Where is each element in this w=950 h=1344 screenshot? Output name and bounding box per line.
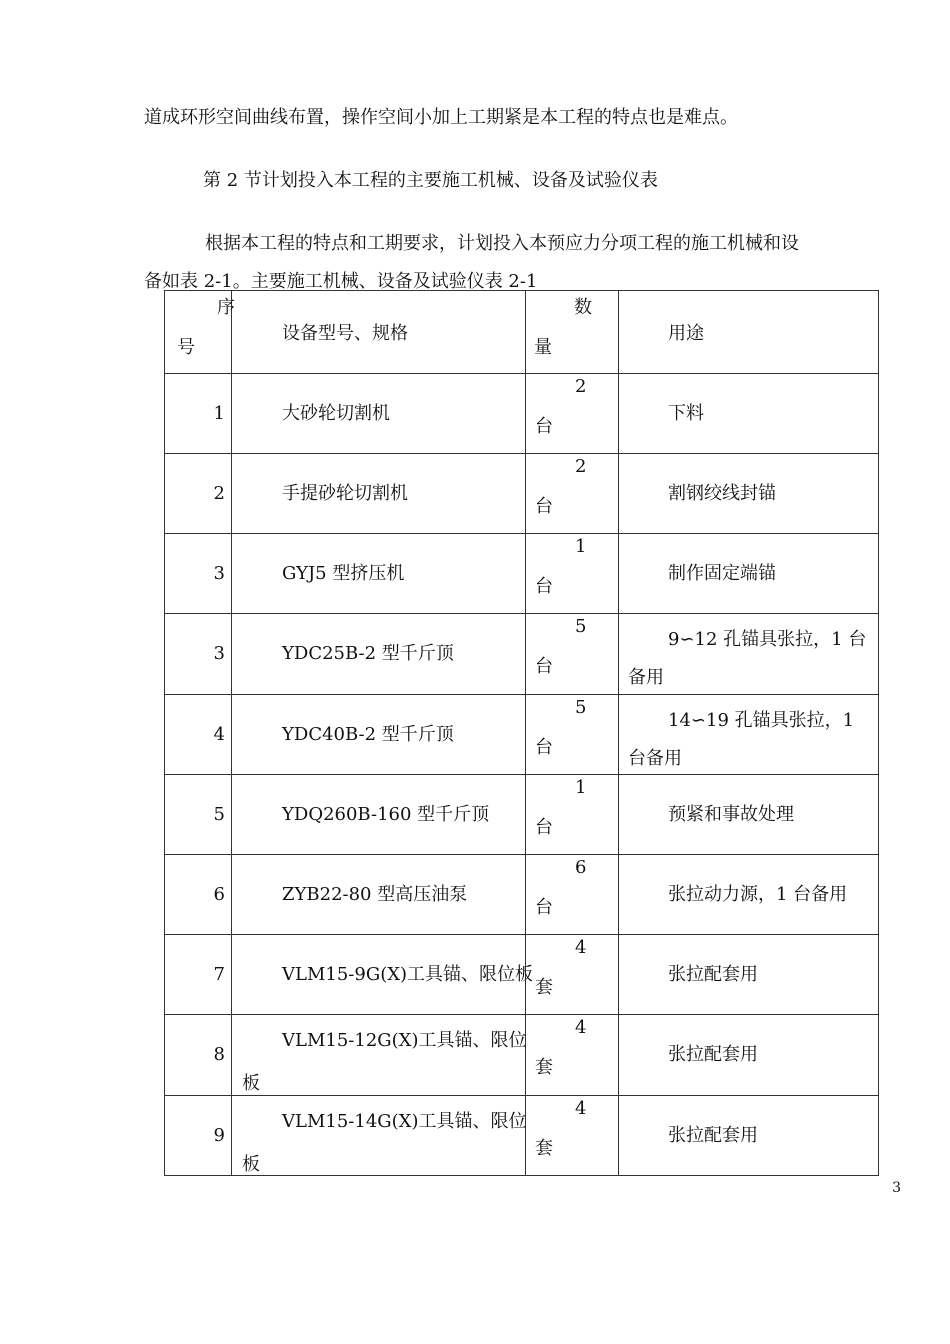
row-seq: 2 bbox=[213, 483, 225, 504]
row-qty-unit: 台 bbox=[535, 817, 553, 838]
usage-cell bbox=[619, 775, 879, 855]
row-usage: 张拉动力源，1 台备用 bbox=[668, 884, 848, 905]
seq-cell bbox=[165, 614, 232, 695]
usage-cell bbox=[619, 695, 879, 775]
row-usage: 下料 bbox=[668, 403, 704, 424]
row-model: YDC40B-2 型千斤顶 bbox=[282, 724, 454, 745]
row-model: GYJ5 型挤压机 bbox=[282, 563, 405, 584]
qty-cell bbox=[526, 1015, 619, 1096]
qty-cell bbox=[526, 374, 619, 454]
usage-cell bbox=[619, 374, 879, 454]
seq-cell bbox=[165, 935, 232, 1015]
row-usage: 制作固定端锚 bbox=[668, 563, 776, 584]
seq-cell bbox=[165, 855, 232, 935]
header-seq-cell bbox=[165, 291, 235, 374]
table-row bbox=[165, 855, 879, 935]
intro-line: 道成环形空间曲线布置，操作空间小加上工期紧是本工程的特点也是难点。 bbox=[144, 107, 738, 128]
row-qty-unit: 台 bbox=[535, 576, 553, 597]
model-cell bbox=[232, 614, 526, 695]
row-qty-number: 5 bbox=[575, 616, 587, 637]
row-qty-unit: 台 bbox=[535, 656, 553, 677]
table-row bbox=[165, 695, 879, 775]
row-model: 手提砂轮切割机 bbox=[282, 483, 408, 504]
row-usage: 张拉配套用 bbox=[668, 1044, 758, 1065]
qty-cell bbox=[526, 695, 619, 775]
row-qty-unit: 台 bbox=[535, 897, 553, 918]
table-row bbox=[165, 534, 879, 614]
row-model: VLM15-9G(X)工具锚、限位板 bbox=[282, 964, 534, 985]
seq-cell bbox=[165, 534, 232, 614]
table-row bbox=[165, 935, 879, 1015]
row-usage: 张拉配套用 bbox=[668, 964, 758, 985]
paragraph-line-2: 备如表 2-1。主要施工机械、设备及试验仪表 2-1 bbox=[144, 271, 538, 292]
qty-cell bbox=[526, 614, 619, 695]
header-qty-cell bbox=[526, 291, 619, 374]
row-model: ZYB22-80 型高压油泵 bbox=[282, 884, 468, 905]
row-qty-number: 4 bbox=[575, 1098, 587, 1119]
seq-cell bbox=[165, 695, 232, 775]
row-qty-number: 4 bbox=[575, 937, 587, 958]
usage-cell bbox=[619, 1096, 879, 1176]
model-cell bbox=[232, 695, 526, 775]
header-qty-top: 数 bbox=[574, 297, 592, 318]
usage-cell bbox=[619, 855, 879, 935]
qty-cell bbox=[526, 454, 619, 534]
row-qty-number: 2 bbox=[575, 376, 587, 397]
header-model-cell bbox=[232, 291, 526, 374]
header-qty-bottom: 量 bbox=[534, 337, 552, 358]
row-qty-number: 2 bbox=[575, 456, 587, 477]
model-cell bbox=[232, 775, 526, 855]
section-heading: 第 2 节计划投入本工程的主要施工机械、设备及试验仪表 bbox=[203, 170, 658, 191]
usage-cell bbox=[619, 454, 879, 534]
row-model-wrap: 板 bbox=[242, 1154, 260, 1175]
header-seq-bottom: 号 bbox=[177, 337, 195, 358]
row-seq: 7 bbox=[213, 964, 225, 985]
row-qty-unit: 套 bbox=[535, 1138, 553, 1159]
row-seq: 8 bbox=[213, 1044, 225, 1065]
model-cell bbox=[232, 855, 526, 935]
qty-cell bbox=[526, 1096, 619, 1176]
table-row bbox=[165, 454, 879, 534]
header-seq-top: 序 bbox=[217, 297, 235, 318]
row-usage: 割钢绞线封锚 bbox=[668, 483, 776, 504]
usage-cell bbox=[619, 614, 879, 695]
row-qty-unit: 套 bbox=[535, 977, 553, 998]
row-usage: 9∽12 孔锚具张拉，1 台 bbox=[668, 629, 867, 650]
row-model: YDC25B-2 型千斤顶 bbox=[282, 643, 454, 664]
seq-cell bbox=[165, 1015, 232, 1096]
row-qty-number: 1 bbox=[575, 536, 587, 557]
qty-cell bbox=[526, 534, 619, 614]
seq-cell bbox=[165, 1096, 232, 1176]
row-qty-unit: 台 bbox=[535, 737, 553, 758]
header-model: 设备型号、规格 bbox=[282, 323, 408, 344]
row-seq: 4 bbox=[213, 724, 225, 745]
table-row bbox=[165, 614, 879, 695]
row-usage: 张拉配套用 bbox=[668, 1125, 758, 1146]
row-usage: 14∽19 孔锚具张拉，1 bbox=[668, 710, 855, 731]
row-model: VLM15-14G(X)工具锚、限位 bbox=[282, 1111, 527, 1132]
row-qty-unit: 台 bbox=[535, 496, 553, 517]
row-usage-wrap: 备用 bbox=[628, 667, 664, 688]
model-cell bbox=[232, 1015, 526, 1096]
page-number: 3 bbox=[892, 1180, 901, 1196]
usage-cell bbox=[619, 1015, 879, 1096]
model-cell bbox=[232, 374, 526, 454]
qty-cell bbox=[526, 855, 619, 935]
row-seq: 1 bbox=[213, 403, 225, 424]
row-usage-wrap: 台备用 bbox=[628, 748, 682, 769]
header-usage: 用途 bbox=[668, 323, 704, 344]
row-qty-number: 5 bbox=[575, 697, 587, 718]
qty-cell bbox=[526, 775, 619, 855]
row-model-wrap: 板 bbox=[242, 1073, 260, 1094]
table-row bbox=[165, 775, 879, 855]
header-usage-cell bbox=[619, 291, 879, 374]
model-cell bbox=[232, 935, 534, 1015]
row-seq: 6 bbox=[213, 884, 225, 905]
model-cell bbox=[232, 454, 526, 534]
row-seq: 9 bbox=[213, 1125, 225, 1146]
row-model: YDQ260B-160 型千斤顶 bbox=[282, 804, 490, 825]
row-qty-number: 6 bbox=[575, 857, 587, 878]
table-row bbox=[165, 374, 879, 454]
qty-cell bbox=[526, 935, 619, 1015]
row-usage: 预紧和事故处理 bbox=[668, 804, 794, 825]
paragraph-line-1: 根据本工程的特点和工期要求，计划投入本预应力分项工程的施工机械和设 bbox=[205, 233, 799, 254]
row-qty-unit: 台 bbox=[535, 416, 553, 437]
row-seq: 5 bbox=[213, 804, 225, 825]
table-row bbox=[165, 1015, 879, 1096]
table-row bbox=[165, 1096, 879, 1176]
row-seq: 3 bbox=[213, 643, 225, 664]
usage-cell bbox=[619, 534, 879, 614]
row-model: 大砂轮切割机 bbox=[282, 403, 390, 424]
table-header-row bbox=[165, 291, 879, 374]
row-model: VLM15-12G(X)工具锚、限位 bbox=[282, 1030, 527, 1051]
model-cell bbox=[232, 1096, 526, 1176]
row-qty-number: 1 bbox=[575, 777, 587, 798]
seq-cell bbox=[165, 454, 232, 534]
seq-cell bbox=[165, 374, 232, 454]
row-qty-number: 4 bbox=[575, 1017, 587, 1038]
seq-cell bbox=[165, 775, 232, 855]
row-qty-unit: 套 bbox=[535, 1057, 553, 1078]
usage-cell bbox=[619, 935, 879, 1015]
row-seq: 3 bbox=[213, 563, 225, 584]
model-cell bbox=[232, 534, 526, 614]
equipment-table bbox=[164, 290, 879, 1176]
